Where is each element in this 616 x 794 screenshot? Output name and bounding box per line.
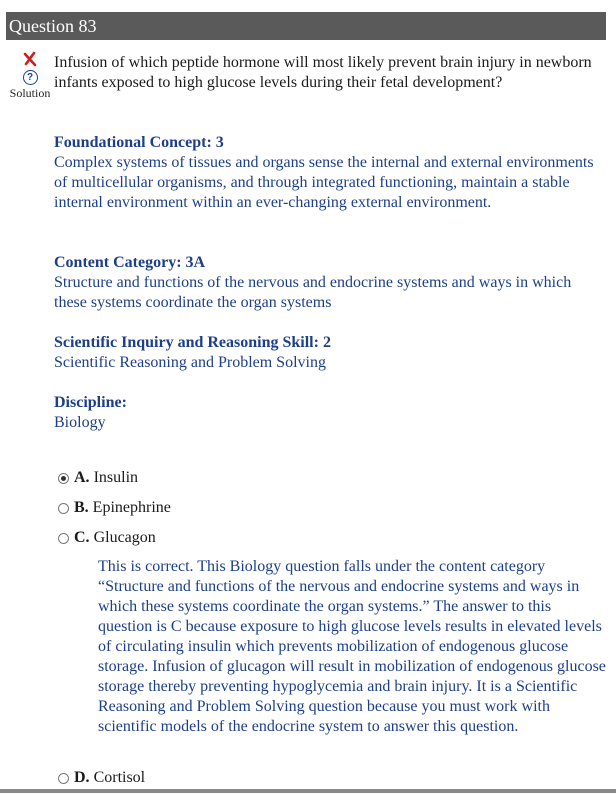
radio-button[interactable]: [58, 473, 69, 484]
bottom-divider: [0, 789, 616, 793]
option-letter: D.: [74, 769, 90, 786]
option-letter: B.: [74, 499, 89, 516]
option-b[interactable]: [58, 498, 171, 518]
red-x-icon: [23, 50, 37, 68]
option-c[interactable]: [58, 528, 156, 548]
option-text: Insulin: [93, 469, 139, 486]
meta-text: Biology: [54, 414, 106, 431]
meta-heading: Discipline:: [54, 394, 127, 411]
option-text: Cortisol: [93, 769, 146, 786]
option-text: Epinephrine: [92, 499, 171, 516]
reasoning-skill: [54, 333, 599, 373]
meta-heading: Foundational Concept: 3: [54, 134, 224, 151]
option-letter: A.: [74, 469, 90, 486]
solution-link[interactable]: Solution: [9, 86, 51, 100]
foundational-concept: [54, 133, 599, 213]
meta-heading: Scientific Inquiry and Reasoning Skill: 2: [54, 334, 331, 351]
radio-button[interactable]: [58, 773, 69, 784]
radio-button[interactable]: [58, 533, 69, 544]
question-circle-icon[interactable]: ?: [23, 70, 38, 85]
content-category: [54, 253, 599, 313]
radio-button[interactable]: [58, 503, 69, 514]
option-text: Glucagon: [93, 529, 156, 546]
meta-text: Complex systems of tissues and organs sense the internal and external environments of multicellular organisms, and through integrated functioning, maintain a stable internal environment within an ever-changing external environment.: [54, 154, 594, 211]
question-stem: Infusion of which peptide hormone will most likely prevent brain injury in newborn infants exposed to high glucose levels during their fetal development?: [54, 54, 592, 91]
answer-explanation: This is correct. This Biology question falls under the content category “Structure and functions of the nervous and endocrine systems and ways in which these systems coordinate the organ systems.” The answer to this question is C because exposure to high glucose levels results in elevated levels of circulating insulin which prevents mobilization of endogenous glucose storage. Infusion of glucagon will result in mobilization of endogenous glucose storage thereby preventing hypoglycemia and brain injury. It is a Scientific Reasoning and Problem Solving question because you must work with scientific models of the endocrine system to answer this question.: [98, 558, 606, 735]
option-a[interactable]: [58, 468, 138, 488]
option-d[interactable]: [58, 768, 145, 788]
question-status: [7, 50, 53, 101]
meta-heading: Content Category: 3A: [54, 254, 206, 271]
option-letter: C.: [74, 529, 90, 546]
meta-text: Scientific Reasoning and Problem Solving: [54, 354, 326, 371]
meta-text: Structure and functions of the nervous and endocrine systems and ways in which these systems coordinate the organ systems: [54, 274, 572, 311]
question-header: Question 83: [6, 12, 606, 40]
discipline: [54, 393, 599, 433]
